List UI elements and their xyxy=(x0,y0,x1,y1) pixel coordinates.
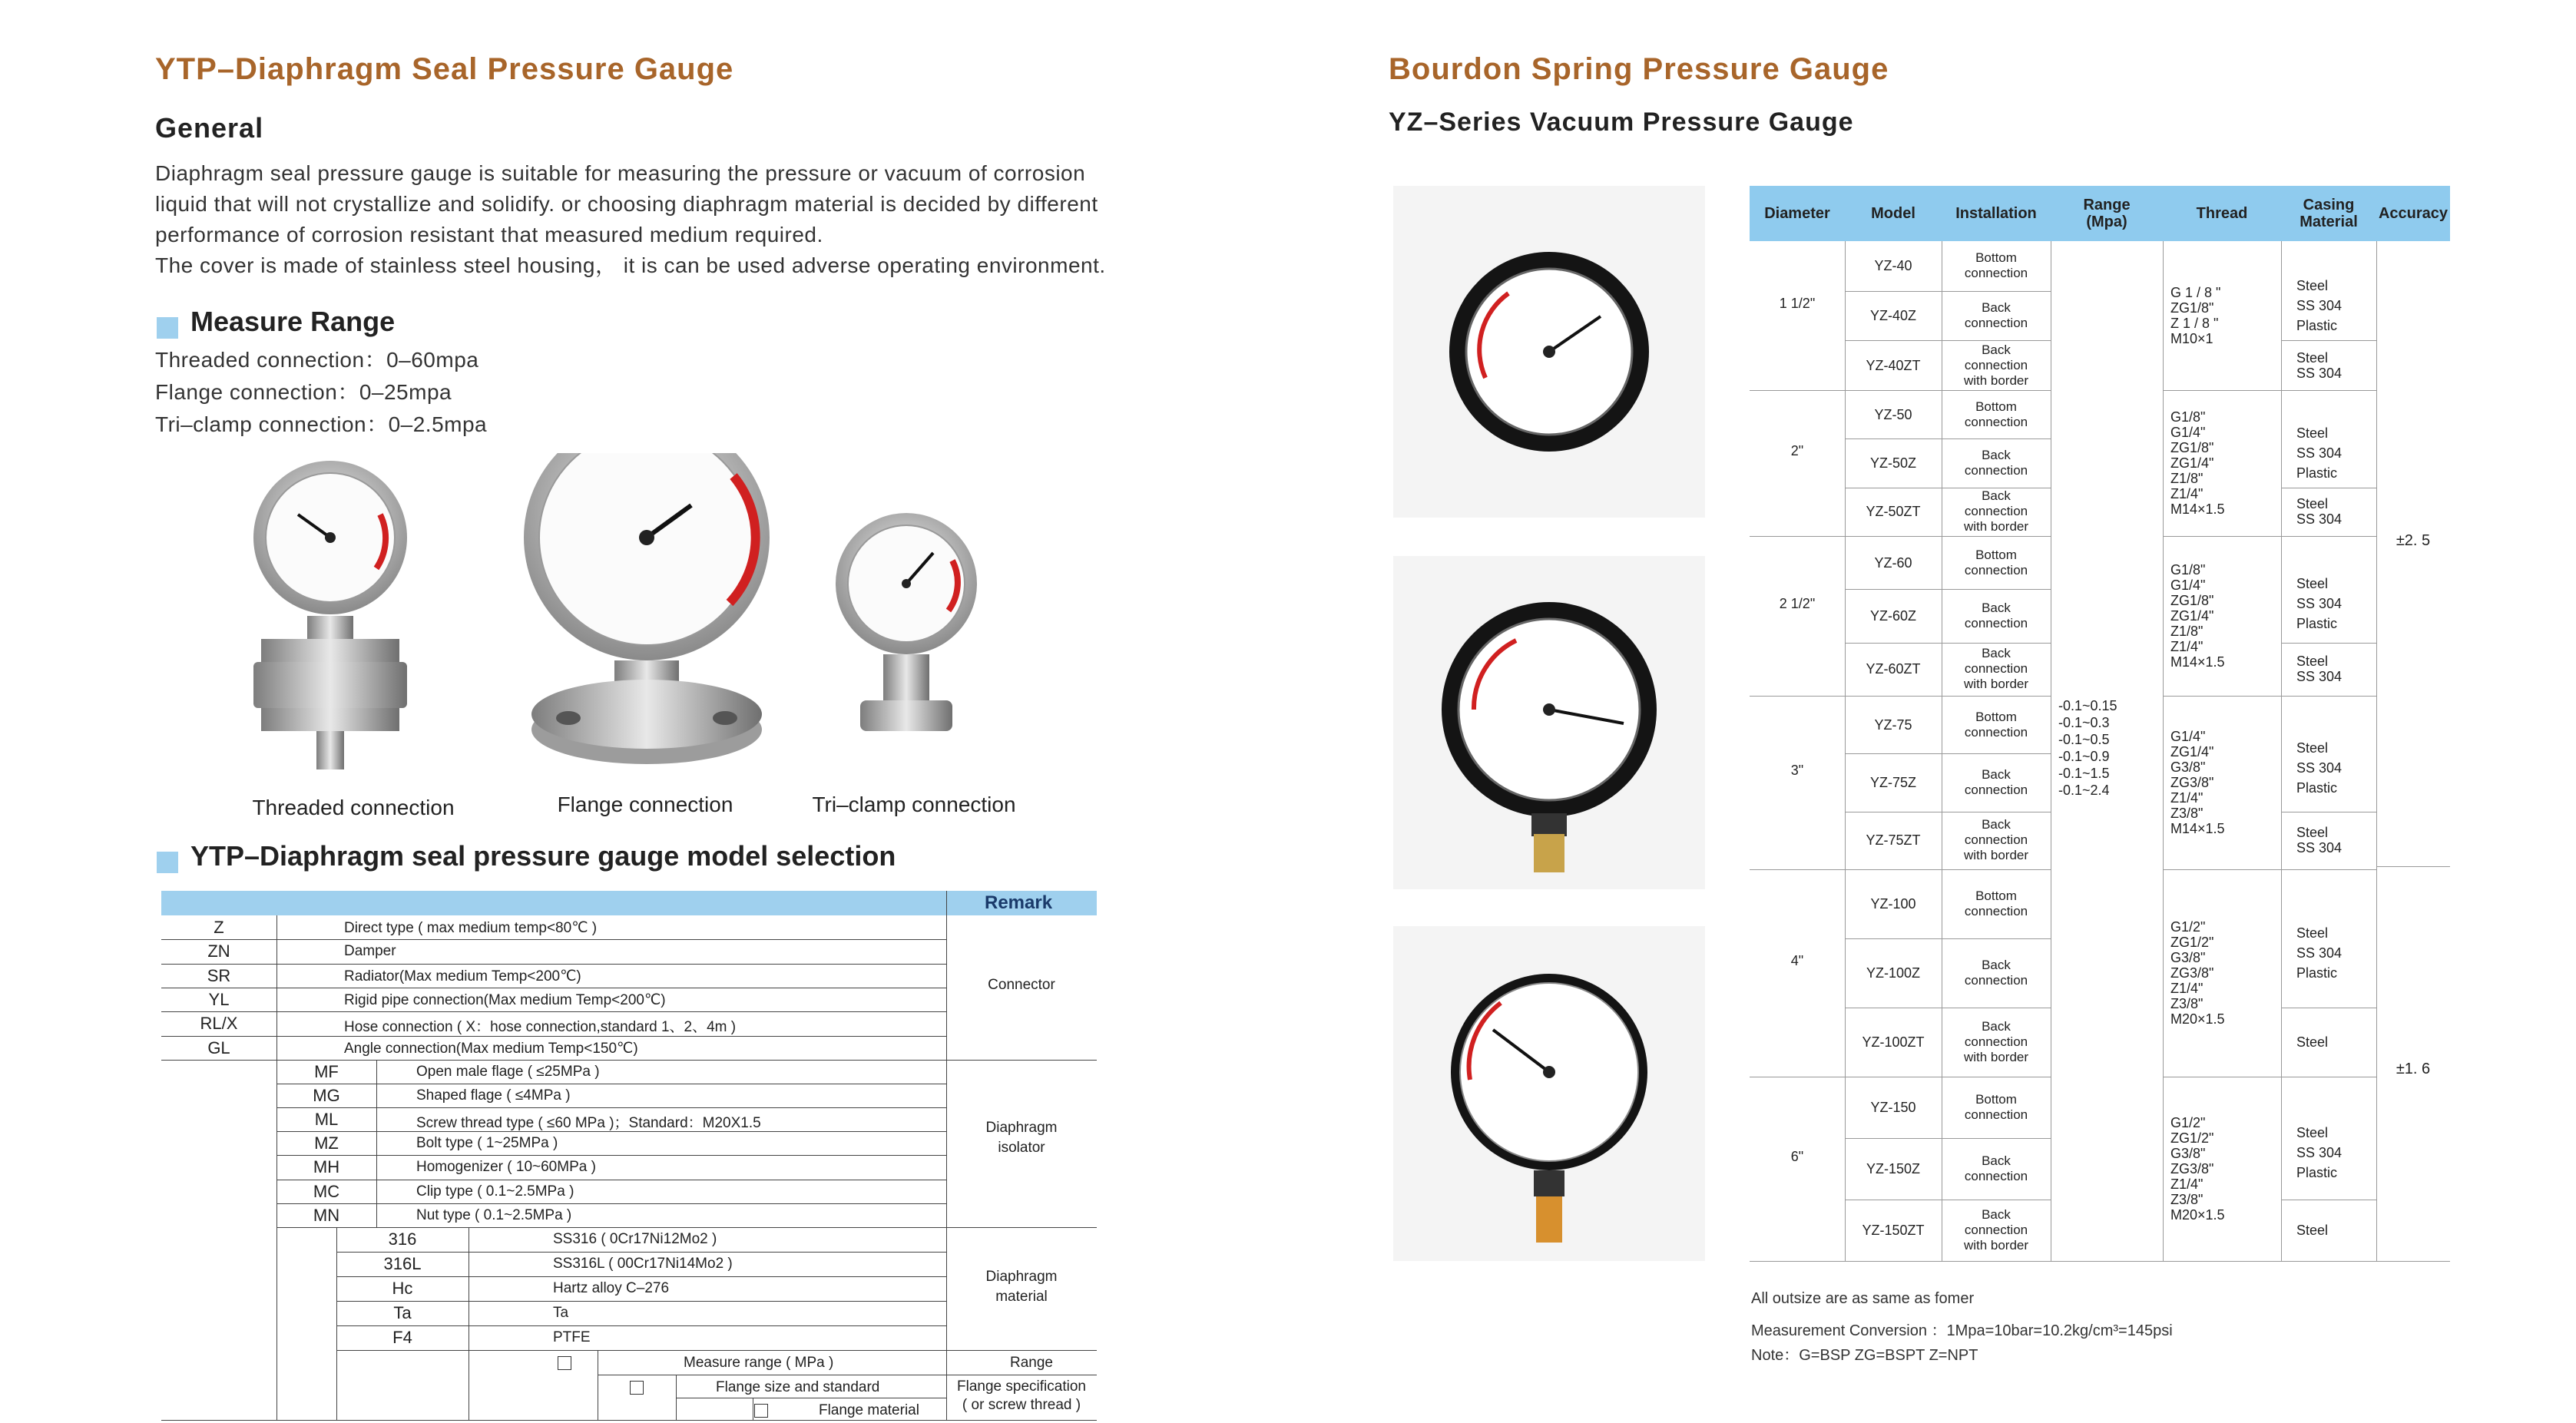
installation-cell: Back connection xyxy=(1964,958,2028,988)
connector-desc: Angle connection(Max medium Temp<150℃) xyxy=(344,1040,638,1057)
note-conversion: Measurement Conversion ：1Mpa=10bar=10.2kg/cm³=145psi xyxy=(1751,1322,2173,1339)
installation-cell: Bottom connection xyxy=(1964,889,2028,918)
note-outsize: All outsize are as same as fomer xyxy=(1751,1290,1975,1307)
row-divider xyxy=(336,1252,946,1253)
table-bottom xyxy=(2051,1261,2163,1262)
connector-code: RL/X xyxy=(200,1014,238,1034)
measure-line: Tri–clamp connection：0–2.5mpa xyxy=(155,412,488,436)
casing-cell: Steel SS 304 Plastic xyxy=(2296,1125,2343,1180)
model-selection-table xyxy=(161,891,1097,1421)
accuracy-divider xyxy=(2376,866,2450,867)
installation-cell: Bottom connection xyxy=(1964,1092,2028,1122)
group-divider xyxy=(1750,869,2051,870)
installation-cell: Back connection with border xyxy=(1963,342,2029,388)
table-bottom xyxy=(2376,1261,2450,1262)
photo-compound-gauge xyxy=(1393,926,1705,1261)
accuracy-cell: ±2. 5 xyxy=(2396,532,2431,549)
connector-remark: Connector xyxy=(988,977,1055,993)
left-title: YTP–Diaphragm Seal Pressure Gauge xyxy=(155,52,734,86)
casing-cell: Steel SS 304 xyxy=(2296,496,2343,528)
measure-range-list xyxy=(155,344,487,441)
material-code: 316 xyxy=(388,1229,417,1249)
material-code: 316L xyxy=(383,1254,422,1273)
caption-triclamp: Tri–clamp connection xyxy=(812,793,1016,816)
installation-cell: Bottom connection xyxy=(1964,250,2028,281)
installation-cell: Bottom connection xyxy=(1964,547,2028,577)
header-casing: Casing Material xyxy=(2300,197,2358,230)
installation-cell: Back connection with border xyxy=(1963,488,2029,534)
connector-desc: Direct type ( max medium temp<80℃ ) xyxy=(344,920,598,936)
gauge-photos xyxy=(230,453,1060,783)
diameter-cell: 3" xyxy=(1790,763,1804,778)
connector-code: GL xyxy=(207,1037,230,1057)
row-divider xyxy=(161,1036,946,1037)
header-thread: Thread xyxy=(2196,205,2248,222)
flange-material-label: Flange material xyxy=(819,1402,919,1418)
diameter-cell: 1 1/2" xyxy=(1779,296,1816,311)
casing-cell: Steel xyxy=(2296,1034,2329,1050)
column-divider xyxy=(1845,241,1846,1261)
isolator-desc: Open male flage ( ≤25MPa ) xyxy=(416,1064,600,1080)
connector-code: ZN xyxy=(207,941,230,961)
range-checkbox[interactable] xyxy=(558,1355,571,1372)
diameter-cell: 6" xyxy=(1790,1149,1804,1164)
blue-square-icon xyxy=(157,852,178,873)
material-desc: SS316 ( 0Cr17Ni12Mo2 ) xyxy=(553,1231,717,1247)
photo-bottom-gauge xyxy=(1393,556,1705,889)
caption-threaded: Threaded connection xyxy=(252,796,455,819)
connector-desc: Radiator(Max medium Temp<200℃) xyxy=(344,968,581,985)
thread-cell: G 1 / 8 " ZG1/8" Z 1 / 8 " M10×1 xyxy=(2170,285,2221,346)
isolator-desc: Bolt type ( 1~25MPa ) xyxy=(416,1135,558,1152)
connector-desc: Damper xyxy=(344,943,396,960)
flange-remark: Flange specification ( or screw thread ) xyxy=(957,1378,1086,1413)
material-code: Hc xyxy=(392,1279,413,1298)
row-divider xyxy=(276,1155,946,1156)
model-cell: YZ-100 xyxy=(1870,896,1916,912)
header-model: Model xyxy=(1871,205,1915,222)
installation-cell: Back connection with border xyxy=(1963,1207,2029,1253)
installation-cell: Back connection xyxy=(1964,767,2028,797)
measure-heading: Measure Range xyxy=(190,306,396,337)
model-cell: YZ-150Z xyxy=(1866,1161,1921,1176)
thread-cell: G1/2" ZG1/2" G3/8" ZG3/8" Z1/4" Z3/8" M20×1.5 xyxy=(2170,1115,2225,1223)
blue-square-icon xyxy=(157,317,178,339)
installation-cell: Back connection xyxy=(1964,300,2028,330)
isolator-code: MF xyxy=(314,1062,339,1081)
casing-cell: Steel SS 304 xyxy=(2296,349,2343,381)
range-cell: -0.1~0.15 -0.1~0.3 -0.1~0.5 -0.1~0.9 -0.1~1.5 -0.1~2.4 xyxy=(2058,698,2117,798)
isolator-remark: Diaphragm isolator xyxy=(985,1120,1058,1156)
column-divider xyxy=(2376,241,2377,1261)
isolator-code: MZ xyxy=(314,1133,339,1153)
model-cell: YZ-75 xyxy=(1874,716,1912,733)
row-divider xyxy=(161,939,946,940)
diameter-cell: 2" xyxy=(1790,443,1804,458)
row-divider xyxy=(1845,340,2051,341)
model-cell: YZ-60Z xyxy=(1869,608,1916,624)
thread-cell: G1/4" ZG1/4" G3/8" ZG3/8" Z1/4" Z3/8" M14×1.5 xyxy=(2170,729,2225,836)
triclamp-gauge-image xyxy=(836,513,977,731)
divider xyxy=(276,1227,1097,1228)
general-heading: General xyxy=(155,112,264,144)
general-text xyxy=(155,158,1154,281)
casing-cell: Steel SS 304 Plastic xyxy=(2296,576,2343,632)
row-divider xyxy=(276,1131,946,1132)
casing-cell: Steel SS 304 Plastic xyxy=(2296,925,2343,981)
row-divider xyxy=(276,1203,946,1204)
installation-cell: Back connection xyxy=(1964,1153,2028,1183)
right-subtitle: YZ–Series Vacuum Pressure Gauge xyxy=(1389,108,1854,137)
installation-cell: Bottom connection xyxy=(1964,399,2028,429)
divider xyxy=(376,1060,377,1227)
general-line: liquid that will not crystallize and solidify. or choosing diaphragm material is decided by different xyxy=(155,192,1098,216)
model-heading-row xyxy=(157,840,896,873)
installation-cell: Back connection with border xyxy=(1963,817,2029,863)
isolator-desc: Screw thread type ( ≤60 MPa )；Standard：M20X1.5 xyxy=(416,1115,761,1132)
row-divider xyxy=(276,1107,946,1108)
installation-cell: Back connection xyxy=(1964,448,2028,478)
general-line: Diaphragm seal pressure gauge is suitable for measuring the pressure or vacuum of corrosion xyxy=(155,161,1086,185)
photo-flange-gauge xyxy=(1393,186,1705,518)
divider xyxy=(276,915,277,1061)
material-remark: Diaphragm material xyxy=(985,1269,1058,1305)
range-remark: Range xyxy=(1010,1355,1053,1371)
isolator-desc: Shaped flage ( ≤4MPa ) xyxy=(416,1087,571,1104)
general-line: The cover is made of stainless steel housing， it is can be used adverse operating environment. xyxy=(155,253,1106,277)
right-title: Bourdon Spring Pressure Gauge xyxy=(1389,52,1889,86)
material-desc: Ta xyxy=(553,1305,569,1321)
model-cell: YZ-60ZT xyxy=(1866,661,1921,677)
header-installation: Installation xyxy=(1955,205,2037,222)
model-heading: YTP–Diaphragm seal pressure gauge model selection xyxy=(190,840,896,872)
isolator-code: MG xyxy=(313,1086,340,1106)
isolator-code: MH xyxy=(313,1157,340,1177)
header-diameter: Diameter xyxy=(1764,205,1830,222)
spec-table xyxy=(1750,186,2450,1261)
material-code: Ta xyxy=(393,1303,412,1322)
model-cell: YZ-50 xyxy=(1874,406,1912,422)
connector-desc: Hose connection ( X：hose connection,standard 1、2、4m ) xyxy=(344,1019,737,1036)
row-divider xyxy=(336,1276,946,1277)
divider xyxy=(336,1350,1097,1351)
isolator-desc: Nut type ( 0.1~2.5MPa ) xyxy=(416,1206,572,1223)
row-divider xyxy=(161,1011,946,1012)
connector-code: YL xyxy=(208,989,230,1009)
casing-cell: Steel SS 304 Plastic xyxy=(2296,425,2343,482)
remark-header: Remark xyxy=(985,892,1053,913)
model-cell: YZ-60 xyxy=(1874,554,1912,571)
model-cell: YZ-150 xyxy=(1870,1100,1916,1115)
caption-flange: Flange connection xyxy=(557,793,733,816)
header-accuracy: Accuracy xyxy=(2378,205,2449,222)
group-divider xyxy=(2163,696,2376,697)
installation-cell: Back connection with border xyxy=(1963,646,2029,692)
threaded-gauge-image xyxy=(253,461,407,769)
diameter-cell: 2 1/2" xyxy=(1779,596,1816,611)
column-divider xyxy=(2163,241,2164,1261)
row-divider xyxy=(1845,753,2051,754)
group-divider xyxy=(1750,696,2051,697)
isolator-desc: Homogenizer ( 10~60MPa ) xyxy=(416,1159,596,1176)
row-divider xyxy=(1845,589,2051,590)
row-divider xyxy=(2281,643,2376,644)
group-divider xyxy=(2163,390,2376,391)
flange-material-checkbox[interactable] xyxy=(754,1402,768,1419)
installation-cell: Back connection with border xyxy=(1963,1019,2029,1064)
model-cell: YZ-50Z xyxy=(1869,455,1916,471)
casing-cell: Steel SS 304 xyxy=(2296,825,2343,856)
measure-heading-row xyxy=(157,306,395,339)
measure-line: Threaded connection：0–60mpa xyxy=(155,348,479,372)
model-cell: YZ-75Z xyxy=(1869,775,1916,790)
header-range: Range (Mpa) xyxy=(2083,197,2131,230)
casing-cell: Steel SS 304 Plastic xyxy=(2296,740,2343,796)
thread-cell: G1/2" ZG1/2" G3/8" ZG3/8" Z1/4" Z3/8" M20×1.5 xyxy=(2170,919,2225,1027)
connector-code: Z xyxy=(214,918,224,937)
model-cell: YZ-100Z xyxy=(1866,965,1921,981)
material-code: F4 xyxy=(392,1328,412,1347)
range-row-label: Measure range ( MPa ) xyxy=(684,1355,834,1371)
casing-cell: Steel SS 304 Plastic xyxy=(2296,277,2343,333)
model-cell: YZ-150ZT xyxy=(1862,1223,1925,1238)
material-desc: PTFE xyxy=(553,1329,591,1345)
diameter-cell: 4" xyxy=(1790,953,1804,968)
row-divider xyxy=(1845,1138,2051,1139)
model-cell: YZ-75ZT xyxy=(1866,832,1921,849)
model-cell: YZ-40ZT xyxy=(1866,357,1921,373)
isolator-code: MN xyxy=(313,1205,340,1225)
row-divider xyxy=(336,1301,946,1302)
general-line: performance of corrosion resistant that measured medium required. xyxy=(155,223,823,247)
row-divider xyxy=(1845,438,2051,439)
material-desc: Hartz alloy C–276 xyxy=(553,1280,670,1296)
group-divider xyxy=(2163,1261,2376,1262)
model-cell: YZ-40Z xyxy=(1869,308,1916,323)
accuracy-cell: ±1. 6 xyxy=(2396,1061,2431,1077)
flange-gauge-image xyxy=(524,453,770,764)
measure-line: Flange connection：0–25mpa xyxy=(155,380,452,404)
row-divider xyxy=(2281,340,2376,341)
thread-cell: G1/8" G1/4" ZG1/8" ZG1/4" Z1/8" Z1/4" M14×1.5 xyxy=(2170,562,2225,670)
group-divider xyxy=(1750,390,2051,391)
isolator-code: ML xyxy=(314,1110,339,1130)
material-desc: SS316L ( 00Cr17Ni14Mo2 ) xyxy=(553,1256,733,1272)
flange-size-label: Flange size and standard xyxy=(716,1379,880,1395)
thread-cell: G1/8" G1/4" ZG1/8" ZG1/4" Z1/8" Z1/4" M14×1.5 xyxy=(2170,409,2225,517)
model-cell: YZ-100ZT xyxy=(1862,1034,1925,1050)
row-divider xyxy=(1845,291,2051,292)
installation-cell: Bottom connection xyxy=(1964,709,2028,740)
row-divider xyxy=(1845,938,2051,939)
installation-cell: Back connection xyxy=(1964,601,2028,630)
group-divider xyxy=(1750,1261,2051,1262)
row-divider xyxy=(336,1325,946,1326)
flange-size-checkbox[interactable] xyxy=(630,1379,644,1396)
connector-desc: Rigid pipe connection(Max medium Temp<200℃) xyxy=(344,991,666,1008)
divider xyxy=(161,1060,1097,1061)
connector-code: SR xyxy=(207,965,231,985)
isolator-code: MC xyxy=(313,1181,340,1201)
divider xyxy=(161,1420,1097,1421)
row-divider xyxy=(161,964,946,965)
table-header-bar xyxy=(161,891,1097,915)
model-cell: YZ-50ZT xyxy=(1866,504,1921,520)
note-thread-legend: Note：G=BSP ZG=BSPT Z=NPT xyxy=(1751,1347,1978,1364)
group-divider xyxy=(1750,536,2051,537)
casing-cell: Steel xyxy=(2296,1223,2329,1238)
group-divider xyxy=(2163,869,2376,870)
casing-cell: Steel SS 304 xyxy=(2296,654,2343,685)
column-divider xyxy=(2281,241,2282,1261)
isolator-desc: Clip type ( 0.1~2.5MPa ) xyxy=(416,1183,574,1200)
model-cell: YZ-40 xyxy=(1874,258,1912,274)
group-divider xyxy=(2163,536,2376,537)
row-divider xyxy=(1845,643,2051,644)
